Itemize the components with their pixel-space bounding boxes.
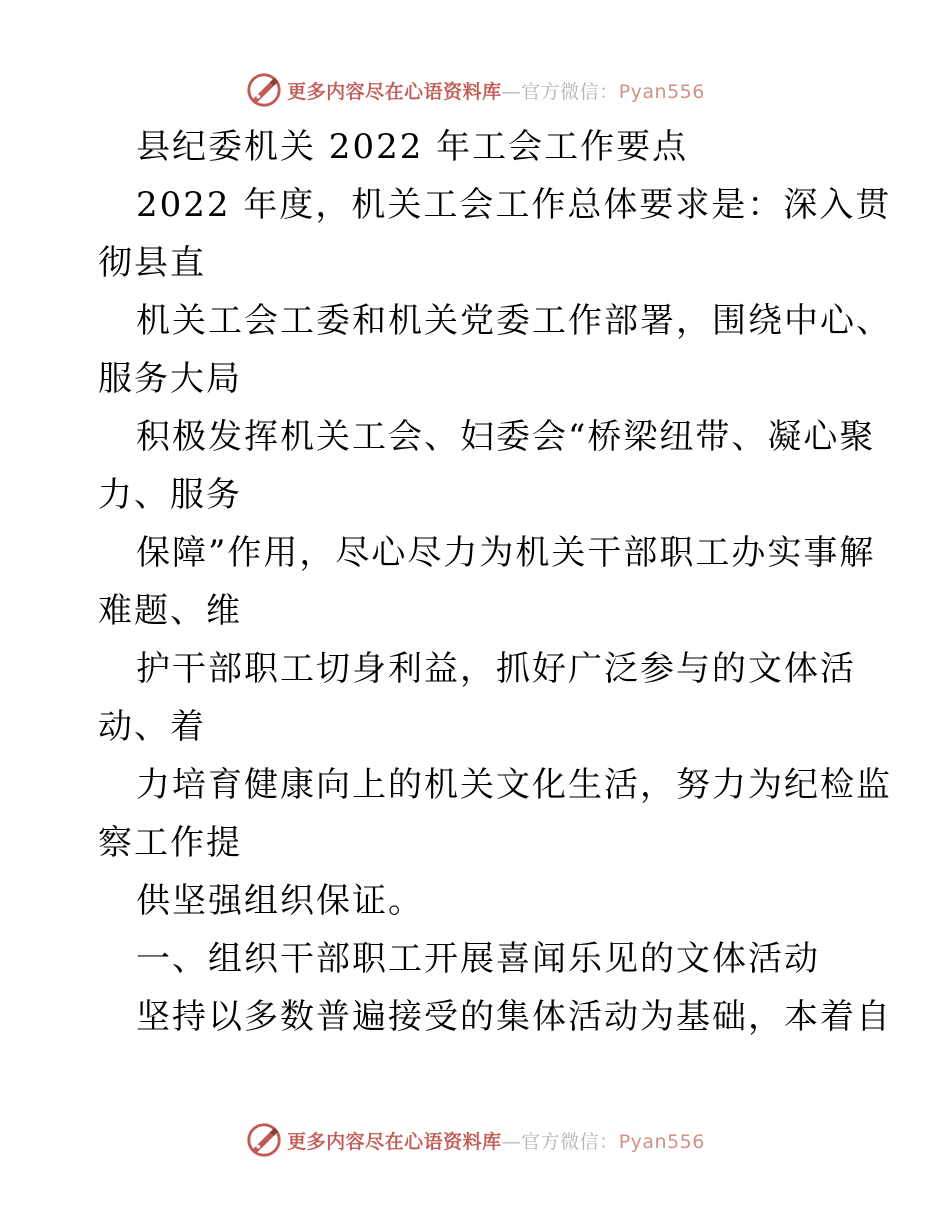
- paragraph-line: 服务大局: [98, 359, 242, 399]
- watermark-wechat-label: 官方微信：: [521, 1130, 619, 1153]
- footer-watermark-banner: [0, 1120, 950, 1160]
- paragraph-line: 2022 年度，机关工会工作总体要求是：深入贯: [136, 185, 892, 225]
- paragraph-line: 积极发挥机关工会、妇委会“桥梁纽带、凝心聚: [136, 417, 876, 457]
- watermark-dash: —: [501, 1130, 522, 1153]
- footer-watermark-content: [245, 1120, 705, 1160]
- document-title: 县纪委机关 2022 年工会工作要点: [136, 127, 689, 167]
- watermark-text: [287, 1127, 705, 1154]
- paragraph-line: 力、服务: [98, 475, 242, 515]
- paragraph-line: 彻县直: [98, 243, 206, 283]
- paragraph-line: 坚持以多数普遍接受的集体活动为基础，本着自: [136, 997, 892, 1037]
- watermark-text: [287, 77, 705, 104]
- watermark-brand: 更多内容尽在心语资料库: [287, 1130, 502, 1153]
- header-watermark-content: [245, 70, 705, 110]
- paragraph-line: 护干部职工切身利益，抓好广泛参与的文体活: [136, 649, 856, 689]
- paragraph-line: 察工作提: [98, 823, 242, 863]
- pen-nib-logo-icon: [245, 1121, 283, 1159]
- watermark-handle: Pyan556: [618, 1130, 705, 1153]
- pen-nib-logo-icon: [245, 71, 283, 109]
- watermark-brand: 更多内容尽在心语资料库: [287, 80, 502, 103]
- paragraph-line: 难题、维: [98, 591, 242, 631]
- watermark-handle: Pyan556: [618, 80, 705, 103]
- section-heading: 一、组织干部职工开展喜闻乐见的文体活动: [136, 939, 820, 979]
- header-watermark-banner: [0, 70, 950, 110]
- document-body: [98, 118, 892, 1046]
- paragraph-line: 力培育健康向上的机关文化生活，努力为纪检监: [136, 765, 892, 805]
- paragraph-line: 供坚强组织保证。: [136, 881, 424, 921]
- watermark-dash: —: [501, 80, 522, 103]
- paragraph-line: 机关工会工委和机关党委工作部署，围绕中心、: [136, 301, 892, 341]
- watermark-wechat-label: 官方微信：: [521, 80, 619, 103]
- paragraph-line: 动、着: [98, 707, 206, 747]
- paragraph-line: 保障”作用，尽心尽力为机关干部职工办实事解: [136, 533, 876, 573]
